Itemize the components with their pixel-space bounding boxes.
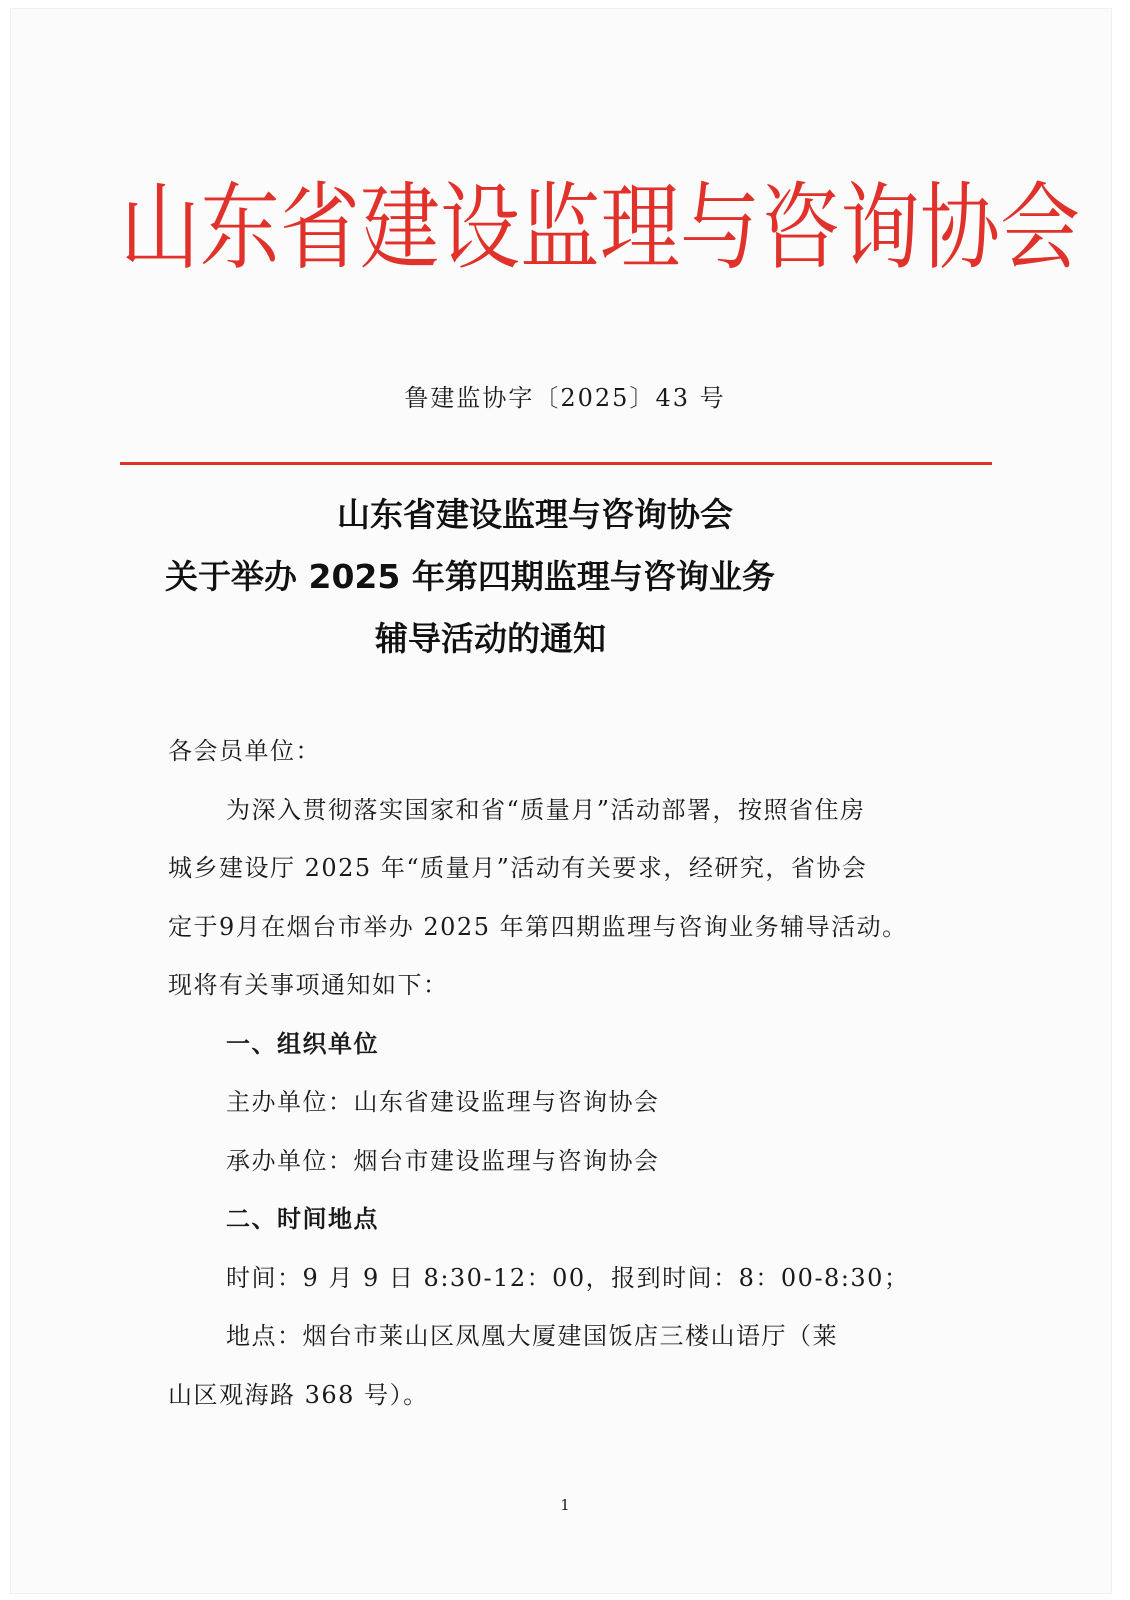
paragraph-1-line-3: 定于9月在烟台市举办 2025 年第四期监理与咨询业务辅导活动。 xyxy=(168,912,908,941)
salutation: 各会员单位： xyxy=(168,737,321,765)
event-time: 时间：9 月 9 日 8:30-12：00，报到时间：8：00-8:30； xyxy=(226,1263,910,1292)
title-line-2: 关于举办 2025 年第四期监理与咨询业务 xyxy=(165,557,775,596)
document-number: 鲁建监协字〔2025〕43 号 xyxy=(404,384,726,412)
paragraph-1-line-1: 为深入贯彻落实国家和省“质量月”活动部署，按照省住房 xyxy=(226,795,866,824)
event-place-line-2: 山区观海路 368 号）。 xyxy=(168,1380,429,1409)
title-line-3: 辅导活动的通知 xyxy=(375,619,606,658)
masthead-title: 山东省建设监理与咨询协会 xyxy=(120,172,1080,283)
paragraph-1-line-2: 城乡建设厅 2025 年“质量月”活动有关要求，经研究，省协会 xyxy=(168,854,868,882)
section-2-heading: 二、时间地点 xyxy=(226,1205,379,1233)
section-1-heading: 一、组织单位 xyxy=(226,1029,379,1058)
event-place-line-1: 地点：烟台市莱山区凤凰大厦建国饭店三楼山语厅（莱 xyxy=(226,1322,838,1350)
title-line-1: 山东省建设监理与咨询协会 xyxy=(337,495,733,534)
host-unit: 主办单位：山东省建设监理与咨询协会 xyxy=(226,1088,660,1116)
notice-body xyxy=(168,722,958,1424)
page-number: 1 xyxy=(560,1496,570,1514)
notice-title xyxy=(165,484,965,670)
paragraph-1-line-4: 现将有关事项通知如下： xyxy=(168,971,449,999)
red-divider-line xyxy=(120,462,992,465)
organizer-unit: 承办单位：烟台市建设监理与咨询协会 xyxy=(226,1146,660,1175)
